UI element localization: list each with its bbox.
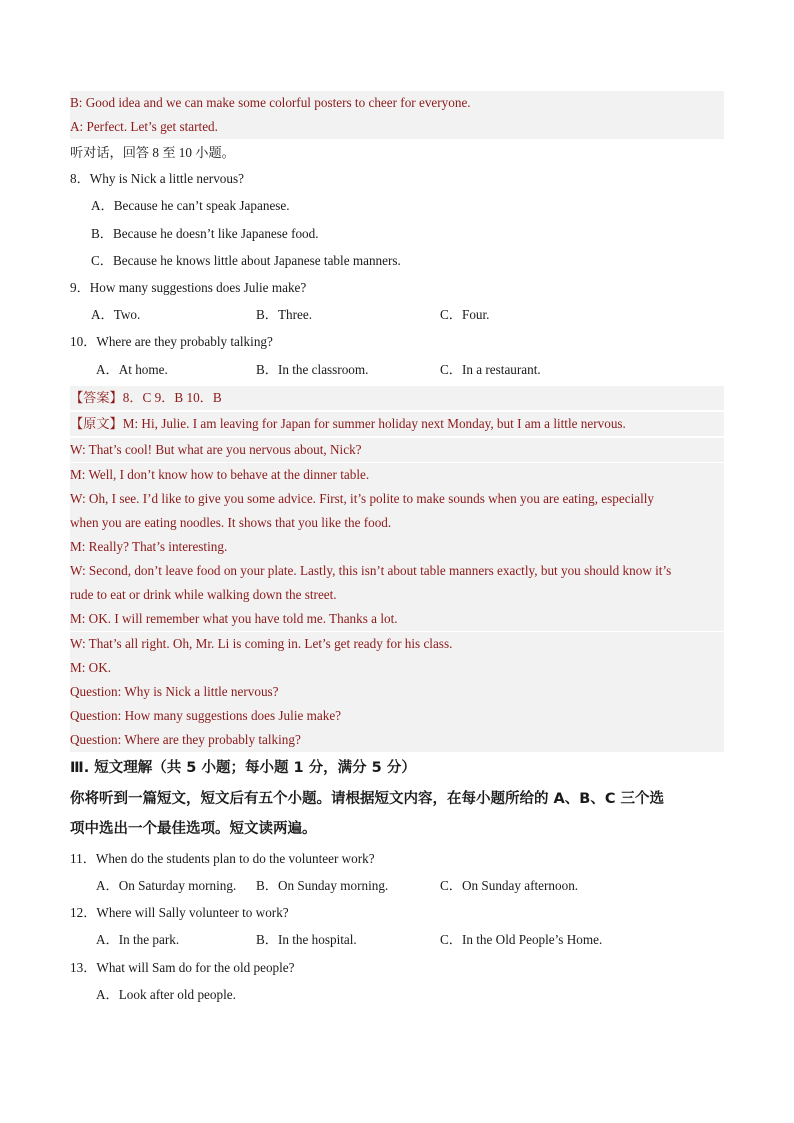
transcript-line: M: Really? That’s interesting.	[70, 535, 724, 559]
question-10-option-a: A．At home.	[96, 362, 168, 377]
question-11-option-b: B．On Sunday morning.	[256, 878, 389, 893]
question-8-stem: 8．Why is Nick a little nervous?	[70, 171, 244, 186]
answer-line	[70, 386, 724, 410]
transcript-question: Question: Why is Nick a little nervous?	[70, 680, 724, 704]
transcript-question: Question: How many suggestions does Julie make?	[70, 704, 724, 728]
transcript-line: M: OK. I will remember what you have told me. Thanks a lot.	[70, 607, 724, 631]
transcript-line: W: Oh, I see. I’d like to give you some advice. First, it’s polite to make sounds when you are eating, especially	[70, 487, 724, 511]
question-9-stem: 9．How many suggestions does Julie make?	[70, 280, 307, 295]
question-12-stem: 12．Where will Sally volunteer to work?	[70, 905, 289, 920]
question-10-stem: 10．Where are they probably talking?	[70, 334, 273, 349]
answer-tag: 【答案】	[70, 390, 123, 405]
instruction-8-10: 听对话，回答 8 至 10 小题。	[70, 145, 235, 160]
section-3-title: Ⅲ. 短文理解（共 5 小题；每小题 1 分，满分 5 分）	[70, 760, 416, 776]
question-8-option-c: C．Because he knows little about Japanese table manners.	[91, 253, 401, 268]
dialogue-line: A: Perfect. Let’s get started.	[70, 115, 724, 139]
question-9-option-c: C．Four.	[440, 307, 490, 322]
question-9-option-b: B．Three.	[256, 307, 313, 322]
question-12-option-c: C．In the Old People’s Home.	[440, 932, 603, 947]
question-9-option-a: A．Two.	[91, 307, 141, 322]
dialogue-line: B: Good idea and we can make some colorful posters to cheer for everyone.	[70, 91, 724, 115]
question-10-option-b: B．In the classroom.	[256, 362, 369, 377]
transcript-line: W: That’s all right. Oh, Mr. Li is coming in. Let’s get ready for his class.	[70, 632, 724, 656]
transcript-line: M: OK.	[70, 656, 724, 680]
transcript-line: W: Second, don’t leave food on your plate. Lastly, this isn’t about table manners exactly, but you should know it’s	[70, 559, 724, 583]
transcript-line: W: That’s cool! But what are you nervous about, Nick?	[70, 438, 724, 462]
transcript-question: Question: Where are they probably talking?	[70, 728, 724, 752]
question-10-option-c: C．In a restaurant.	[440, 362, 541, 377]
transcript-line: rude to eat or drink while walking down the street.	[70, 583, 724, 607]
transcript-line	[70, 412, 724, 436]
question-11-option-a: A．On Saturday morning.	[96, 878, 237, 893]
question-8-option-a: A．Because he can’t speak Japanese.	[91, 198, 290, 213]
question-8-option-b: B．Because he doesn’t like Japanese food.	[91, 226, 319, 241]
question-13-option-a: A．Look after old people.	[96, 987, 236, 1002]
transcript-first: M: Hi, Julie. I am leaving for Japan for summer holiday next Monday, but I am a little nervous.	[122, 416, 626, 431]
transcript-tag: 【原文】	[70, 416, 123, 431]
transcript-line: when you are eating noodles. It shows that you like the food.	[70, 511, 724, 535]
question-11-stem: 11．When do the students plan to do the volunteer work?	[70, 851, 375, 866]
answer-text: 8．C 9．B 10．B	[122, 390, 222, 405]
question-13-stem: 13．What will Sam do for the old people?	[70, 960, 295, 975]
section-3-instruction: 你将听到一篇短文，短文后有五个小题。请根据短文内容，在每小题所给的 A、B、C 三个选	[70, 791, 665, 807]
section-3-instruction: 项中选出一个最佳选项。短文读两遍。	[70, 821, 317, 837]
question-12-option-b: B．In the hospital.	[256, 932, 357, 947]
transcript-line: M: Well, I don’t know how to behave at the dinner table.	[70, 463, 724, 487]
question-11-option-c: C．On Sunday afternoon.	[440, 878, 579, 893]
question-12-option-a: A．In the park.	[96, 932, 180, 947]
